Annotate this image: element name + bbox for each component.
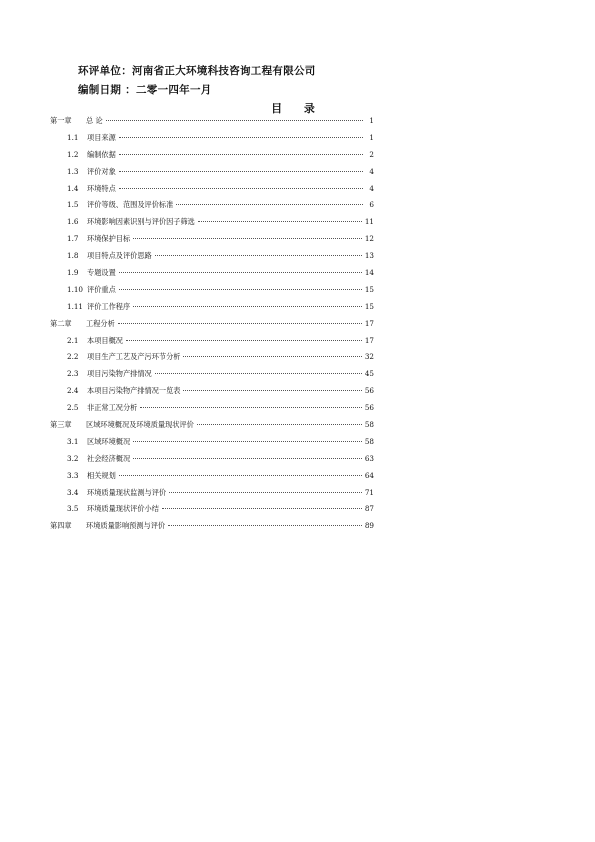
toc-entry-title: 环境保护目标 [87, 234, 131, 244]
toc-entry-page: 11 [364, 217, 374, 227]
toc-section-row[interactable] [50, 488, 374, 505]
dot-leader [176, 204, 363, 205]
dot-leader [118, 323, 362, 324]
toc-entry-number: 3.4 [67, 487, 79, 497]
toc-entry-title: 本项目污染物产排情况一览表 [87, 386, 181, 396]
toc-entry-title: 评价等级、范围及评价标准 [87, 200, 174, 210]
toc-entry-title: 社会经济概况 [87, 453, 131, 463]
toc-entry-page: 89 [364, 521, 374, 531]
dot-leader [126, 340, 362, 341]
toc-entry-page: 71 [364, 487, 374, 497]
toc-chapter-row[interactable] [50, 521, 374, 538]
toc-section-row[interactable] [50, 150, 374, 167]
dot-leader [155, 373, 362, 374]
table-of-contents [50, 116, 374, 538]
toc-entry-page: 64 [364, 470, 374, 480]
toc-section-row[interactable] [50, 184, 374, 201]
date-value: 二零一四年一月 [135, 84, 212, 96]
dot-leader [183, 390, 361, 391]
dot-leader [198, 221, 362, 222]
dot-leader [133, 458, 362, 459]
toc-entry-number: 2.3 [67, 369, 79, 379]
toc-entry-number: 1.9 [67, 268, 79, 278]
toc-entry-title: 非正常工况分析 [87, 403, 138, 413]
toc-entry-page: 4 [369, 166, 374, 176]
toc-entry-title: 区域环境概况及环境质量现状评价 [86, 420, 194, 430]
toc-entry-page: 32 [364, 352, 374, 362]
toc-entry-number: 3.3 [67, 470, 79, 480]
toc-entry-number: 1.3 [67, 166, 79, 176]
toc-chapter-row[interactable] [50, 319, 374, 336]
toc-entry-number: 1.2 [67, 149, 79, 159]
dot-leader [119, 171, 363, 172]
toc-entry-page: 6 [369, 200, 374, 210]
toc-entry-title: 环境质量现状评价小结 [87, 504, 159, 514]
toc-entry-page: 2 [369, 149, 374, 159]
toc-entry-title: 编制依据 [87, 149, 116, 159]
dot-leader [133, 238, 362, 239]
dot-leader [119, 475, 362, 476]
dot-leader [119, 188, 363, 189]
toc-entry-page: 13 [364, 251, 374, 261]
toc-entry-number: 2.2 [67, 352, 79, 362]
toc-entry-number: 1.5 [67, 200, 79, 210]
toc-section-row[interactable] [50, 403, 374, 420]
dot-leader [169, 492, 362, 493]
toc-entry-number: 第一章 [50, 116, 72, 125]
dot-leader [119, 137, 363, 138]
toc-entry-title: 项目污染物产排情况 [87, 369, 152, 379]
dot-leader [162, 508, 362, 509]
toc-entry-number: 1.8 [67, 251, 79, 261]
toc-entry-title: 相关规划 [87, 470, 116, 480]
toc-chapter-row[interactable] [50, 116, 374, 133]
toc-entry-number: 2.4 [67, 386, 79, 396]
unit-label: 环评单位： [78, 65, 132, 77]
toc-entry-title: 环境质量影响预测与评价 [86, 521, 166, 531]
toc-entry-number: 1.10 [67, 284, 84, 294]
toc-entry-page: 56 [364, 403, 374, 413]
toc-section-row[interactable] [50, 352, 374, 369]
dot-leader [119, 272, 362, 273]
dot-leader [168, 525, 362, 526]
toc-entry-title: 项目特点及评价思路 [87, 251, 152, 261]
dot-leader [155, 255, 362, 256]
toc-entry-page: 87 [364, 504, 374, 514]
toc-section-row[interactable] [50, 302, 374, 319]
toc-entry-number: 2.1 [67, 335, 79, 345]
toc-entry-title: 项目来源 [87, 132, 116, 142]
toc-section-row[interactable] [50, 504, 374, 521]
dot-leader [140, 407, 362, 408]
toc-entry-page: 17 [364, 318, 374, 328]
toc-entry-number: 1.11 [67, 301, 84, 311]
toc-entry-number: 3.5 [67, 504, 79, 514]
toc-section-row[interactable] [50, 336, 374, 353]
toc-entry-page: 1 [369, 116, 374, 125]
dot-leader [133, 441, 362, 442]
toc-section-row[interactable] [50, 234, 374, 251]
toc-entry-page: 15 [364, 301, 374, 311]
toc-title: 目 录 [271, 102, 324, 115]
toc-entry-number: 1.7 [67, 234, 79, 244]
toc-entry-title: 环境特点 [87, 183, 116, 193]
toc-section-row[interactable] [50, 386, 374, 403]
toc-chapter-row[interactable] [50, 420, 374, 437]
compile-date-line [78, 82, 212, 97]
toc-entry-title: 项目生产工艺及产污环节分析 [87, 352, 181, 362]
toc-entry-page: 63 [364, 453, 374, 463]
toc-entry-title: 评价对象 [87, 166, 116, 176]
unit-value: 河南省正大环境科技咨询工程有限公司 [132, 65, 316, 77]
toc-entry-page: 12 [364, 234, 374, 244]
dot-leader [119, 289, 362, 290]
toc-entry-title: 环境影响因素识别与评价因子筛选 [87, 217, 195, 227]
toc-entry-page: 17 [364, 335, 374, 345]
toc-entry-page: 15 [364, 284, 374, 294]
toc-entry-number: 1.6 [67, 217, 79, 227]
date-label: 编制日期 ： [78, 84, 136, 96]
toc-section-row[interactable] [50, 200, 374, 217]
toc-entry-number: 1.1 [67, 132, 79, 142]
dot-leader [133, 306, 362, 307]
dot-leader [183, 356, 361, 357]
toc-section-row[interactable] [50, 268, 374, 285]
toc-section-row[interactable] [50, 437, 374, 454]
toc-entry-title: 评价重点 [87, 284, 116, 294]
toc-entry-number: 3.2 [67, 453, 79, 463]
toc-entry-title: 环境质量现状监测与评价 [87, 487, 167, 497]
toc-entry-page: 58 [364, 420, 374, 430]
toc-section-row[interactable] [50, 133, 374, 150]
toc-entry-page: 58 [364, 436, 374, 446]
assessment-unit-line [78, 63, 316, 78]
toc-entry-title: 工程分析 [86, 318, 115, 328]
toc-entry-page: 45 [364, 369, 374, 379]
toc-entry-title: 区域环境概况 [87, 436, 131, 446]
toc-entry-page: 14 [364, 268, 374, 278]
toc-section-row[interactable] [50, 251, 374, 268]
dot-leader [197, 424, 362, 425]
toc-entry-page: 56 [364, 386, 374, 396]
toc-section-row[interactable] [50, 167, 374, 184]
toc-entry-title: 评价工作程序 [87, 301, 131, 311]
toc-entry-number: 第四章 [50, 521, 72, 531]
toc-entry-title: 专题设置 [87, 268, 116, 278]
toc-section-row[interactable] [50, 454, 374, 471]
toc-entry-number: 1.4 [67, 183, 79, 193]
toc-entry-title: 本项目概况 [87, 335, 123, 345]
toc-section-row[interactable] [50, 369, 374, 386]
dot-leader [106, 120, 363, 121]
toc-section-row[interactable] [50, 471, 374, 488]
dot-leader [119, 154, 363, 155]
toc-entry-page: 4 [369, 183, 374, 193]
toc-section-row[interactable] [50, 217, 374, 234]
toc-entry-number: 第二章 [50, 318, 72, 328]
toc-entry-page: 1 [369, 132, 374, 142]
toc-entry-title: 总 论 [86, 116, 103, 125]
toc-section-row[interactable] [50, 285, 374, 302]
toc-entry-number: 第三章 [50, 420, 72, 430]
toc-entry-number: 2.5 [67, 403, 79, 413]
toc-entry-number: 3.1 [67, 436, 79, 446]
